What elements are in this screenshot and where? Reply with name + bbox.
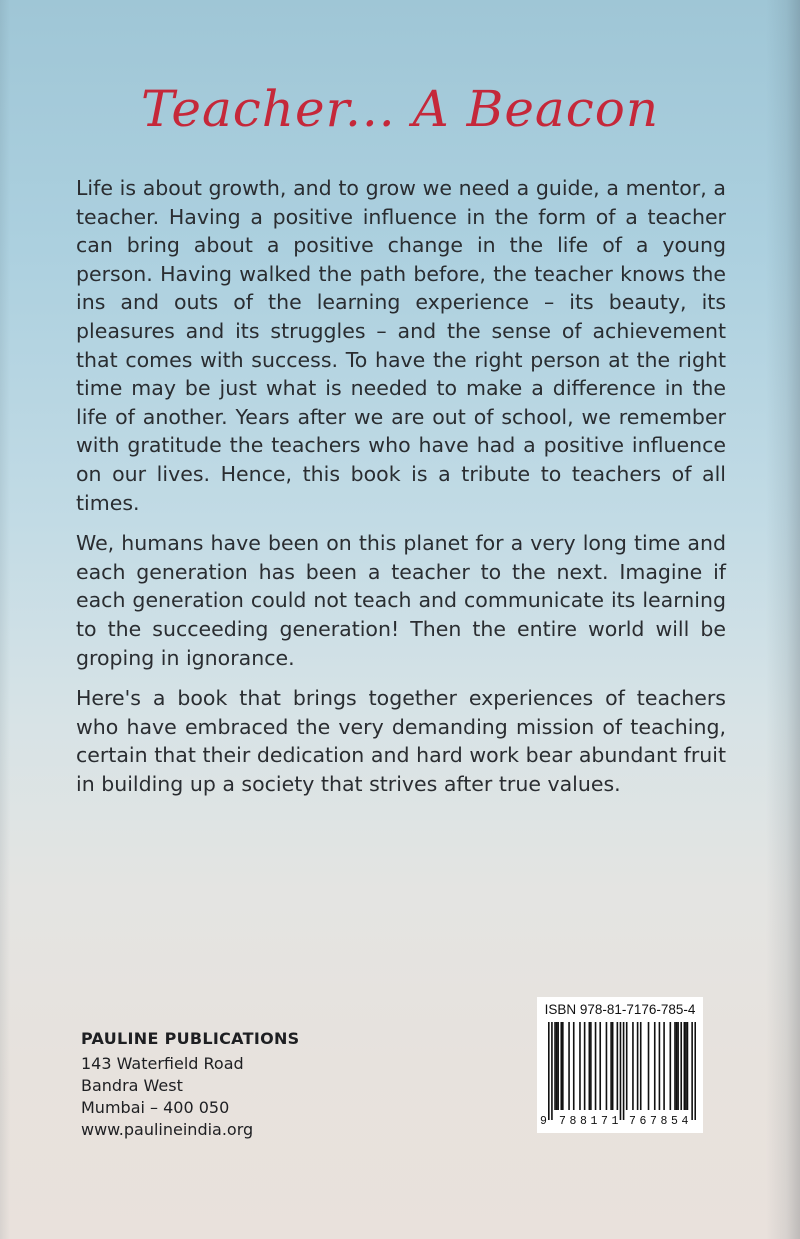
- barcode-bar: [694, 1022, 696, 1120]
- cover-right-edge-shadow: [766, 0, 800, 1239]
- barcode-bar: [637, 1022, 639, 1110]
- barcode-bar: [632, 1022, 634, 1110]
- barcode-bar: [684, 1022, 686, 1110]
- barcode-icon: [548, 1022, 696, 1120]
- barcode-bar: [610, 1022, 612, 1110]
- barcode-bar: [589, 1022, 591, 1110]
- publisher-address-line-2: Bandra West: [81, 1076, 183, 1095]
- barcode-bar: [554, 1022, 556, 1110]
- blurb-paragraph-3: Here's a book that brings together experiences of teachers who have embraced the very demanding mission of teaching, certain that their dedication and hard work bear abundant fruit in building up a society that strives after true values.: [76, 686, 726, 796]
- barcode-bar: [663, 1022, 665, 1110]
- barcode-bar: [551, 1022, 553, 1120]
- blurb-text: [76, 174, 726, 810]
- barcode-bar: [674, 1022, 676, 1110]
- barcode-bar: [691, 1022, 693, 1120]
- barcode-bar: [599, 1022, 601, 1110]
- barcode-bar: [579, 1022, 581, 1110]
- barcode-bar: [685, 1022, 687, 1110]
- barcode-bar: [640, 1022, 642, 1110]
- barcode-bar: [606, 1022, 608, 1110]
- barcode-bar: [568, 1022, 570, 1110]
- barcode-bar: [584, 1022, 586, 1110]
- barcode-bar: [659, 1022, 661, 1110]
- barcode-digit-lead: 9: [540, 1115, 547, 1128]
- blurb-paragraph-1: Life is about growth, and to grow we need a guide, a mentor, a teacher. Having a positive influence in the form of a teacher can bring about a positive change in the life of a young person. Having walked the path before, the teacher knows the ins and outs of the learning experience – its beauty, its pleasures and its struggles – and the sense of achievement that comes with success. To have the right person at the right time may be just what is needed to make a difference in the life of another. Years after we are out of school, we remember with gratitude the teachers who have had a positive influence on our lives. Hence, this book is a tribute to teachers of all times.: [76, 176, 726, 515]
- barcode-bar: [648, 1022, 650, 1110]
- publisher-name: PAULINE PUBLICATIONS: [81, 1029, 300, 1048]
- barcode-bar: [548, 1022, 550, 1120]
- barcode-bar: [623, 1022, 625, 1120]
- barcode-bar: [562, 1022, 564, 1110]
- barcode-bar: [626, 1022, 628, 1110]
- barcode-digits-right: 767854: [629, 1115, 693, 1128]
- barcode-bar: [573, 1022, 575, 1110]
- barcode-bar: [560, 1022, 562, 1110]
- barcode-bar: [556, 1022, 558, 1110]
- isbn-label: ISBN 978-81-7176-785-4: [544, 1002, 696, 1017]
- barcode-bar: [654, 1022, 656, 1110]
- publisher-block: [81, 1028, 300, 1141]
- barcode-digits-left: 788171: [559, 1115, 623, 1128]
- publisher-website: www.paulineindia.org: [81, 1120, 254, 1139]
- barcode-bar: [680, 1022, 682, 1110]
- barcode-bar: [676, 1022, 678, 1110]
- barcode-bar: [612, 1022, 614, 1110]
- blurb-paragraph-2: We, humans have been on this planet for a very long time and each generation has been a teacher to the next. Imagine if each generation could not teach and communicate its learning to the succeeding generation! Then the entire world will be groping in ignorance.: [76, 531, 726, 670]
- barcode-bar: [617, 1022, 619, 1110]
- barcode-bar: [557, 1022, 559, 1110]
- barcode-bar: [677, 1022, 679, 1110]
- barcode-bar: [595, 1022, 597, 1110]
- barcode-bar: [620, 1022, 622, 1120]
- barcode-bar: [670, 1022, 672, 1110]
- publisher-address-line-1: 143 Waterfield Road: [81, 1054, 244, 1073]
- book-title: Teacher... A Beacon: [140, 80, 660, 138]
- publisher-city: Mumbai – 400 050: [81, 1098, 230, 1117]
- cover-left-edge-shadow: [0, 0, 10, 1239]
- barcode-bar: [590, 1022, 592, 1110]
- barcode-bar: [687, 1022, 689, 1110]
